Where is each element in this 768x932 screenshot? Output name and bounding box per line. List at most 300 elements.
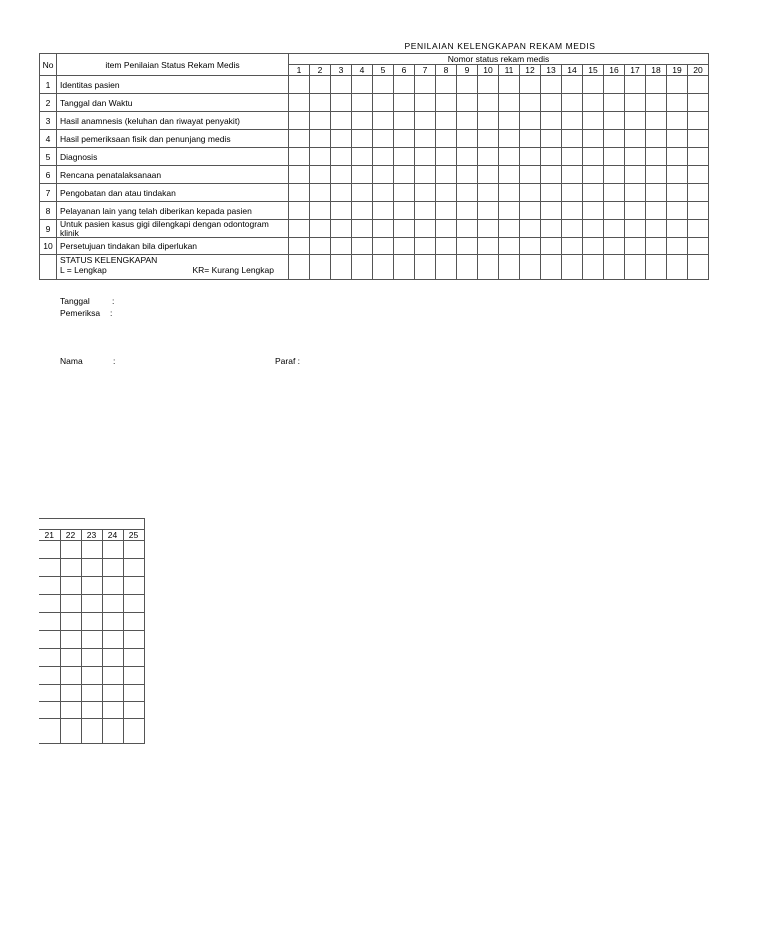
status-cell[interactable] [373,255,394,280]
score-cell[interactable] [499,184,520,202]
status-cell[interactable] [352,255,373,280]
column-number: 20 [688,65,709,76]
score-cell[interactable] [123,631,144,649]
score-cell[interactable] [39,595,60,613]
score-cell[interactable] [436,148,457,166]
column-number: 10 [478,65,499,76]
score-cell[interactable] [688,184,709,202]
score-cell[interactable] [60,719,81,744]
score-cell[interactable] [394,184,415,202]
score-cell[interactable] [373,202,394,220]
score-cell[interactable] [331,184,352,202]
score-cell[interactable] [583,166,604,184]
score-cell[interactable] [457,184,478,202]
score-cell[interactable] [667,202,688,220]
score-cell[interactable] [688,220,709,238]
score-cell[interactable] [436,130,457,148]
table-row [40,94,709,112]
score-cell[interactable] [123,719,144,744]
score-cell[interactable] [436,166,457,184]
score-cell[interactable] [102,667,123,685]
score-cell[interactable] [625,130,646,148]
table-row [39,649,144,667]
score-cell[interactable] [583,148,604,166]
score-cell[interactable] [583,238,604,255]
score-cell[interactable] [667,148,688,166]
score-cell[interactable] [352,112,373,130]
status-cell[interactable] [562,255,583,280]
score-cell[interactable] [39,577,60,595]
status-cell[interactable] [499,255,520,280]
score-cell[interactable] [310,130,331,148]
score-cell[interactable] [541,94,562,112]
score-cell[interactable] [499,76,520,94]
score-cell[interactable] [373,238,394,255]
status-cell[interactable] [478,255,499,280]
score-cell[interactable] [352,148,373,166]
score-cell[interactable] [373,112,394,130]
status-cell[interactable] [331,255,352,280]
score-cell[interactable] [394,238,415,255]
score-cell[interactable] [352,184,373,202]
score-cell[interactable] [541,202,562,220]
status-cell[interactable] [436,255,457,280]
score-cell[interactable] [667,166,688,184]
score-cell[interactable] [289,148,310,166]
score-cell[interactable] [499,220,520,238]
score-cell[interactable] [562,130,583,148]
score-cell[interactable] [625,148,646,166]
score-cell[interactable] [625,166,646,184]
score-cell[interactable] [646,94,667,112]
score-cell[interactable] [667,94,688,112]
score-cell[interactable] [415,184,436,202]
score-cell[interactable] [352,130,373,148]
score-cell[interactable] [102,719,123,744]
score-cell[interactable] [604,94,625,112]
score-cell[interactable] [688,202,709,220]
column-number: 22 [60,530,81,541]
score-cell[interactable] [478,76,499,94]
score-cell[interactable] [541,166,562,184]
score-cell[interactable] [352,238,373,255]
score-cell[interactable] [123,559,144,577]
score-cell[interactable] [289,166,310,184]
score-cell[interactable] [39,559,60,577]
table-row [40,238,709,255]
score-cell[interactable] [352,202,373,220]
score-cell[interactable] [289,130,310,148]
score-cell[interactable] [394,76,415,94]
table-row [40,112,709,130]
score-cell[interactable] [646,184,667,202]
score-cell[interactable] [310,202,331,220]
score-cell[interactable] [81,649,102,667]
score-cell[interactable] [331,238,352,255]
score-cell[interactable] [646,202,667,220]
score-cell[interactable] [81,719,102,744]
score-cell[interactable] [415,130,436,148]
score-cell[interactable] [436,76,457,94]
score-cell[interactable] [499,166,520,184]
score-cell[interactable] [394,112,415,130]
row-item: Pengobatan dan atau tindakan [57,184,289,202]
score-cell[interactable] [520,112,541,130]
score-cell[interactable] [310,112,331,130]
status-cell[interactable] [289,255,310,280]
status-cell[interactable] [583,255,604,280]
column-number: 9 [457,65,478,76]
score-cell[interactable] [123,577,144,595]
score-cell[interactable] [415,76,436,94]
score-cell[interactable] [541,148,562,166]
score-cell[interactable] [583,130,604,148]
score-cell[interactable] [688,76,709,94]
score-cell[interactable] [646,238,667,255]
score-cell[interactable] [331,202,352,220]
score-cell[interactable] [625,94,646,112]
row-number: 6 [40,166,57,184]
score-cell[interactable] [562,238,583,255]
score-cell[interactable] [478,184,499,202]
score-cell[interactable] [39,541,60,559]
score-cell[interactable] [499,148,520,166]
score-cell[interactable] [373,220,394,238]
score-cell[interactable] [60,649,81,667]
score-cell[interactable] [583,202,604,220]
score-cell[interactable] [123,541,144,559]
score-cell[interactable] [60,631,81,649]
score-cell[interactable] [436,112,457,130]
score-cell[interactable] [81,595,102,613]
score-cell[interactable] [373,184,394,202]
score-cell[interactable] [415,220,436,238]
score-cell[interactable] [562,202,583,220]
row-number: 8 [40,202,57,220]
score-cell[interactable] [583,220,604,238]
table-row [40,184,709,202]
score-cell[interactable] [457,148,478,166]
score-cell[interactable] [331,166,352,184]
score-cell[interactable] [415,238,436,255]
score-cell[interactable] [562,148,583,166]
score-cell[interactable] [102,595,123,613]
table-row [39,667,144,685]
score-cell[interactable] [331,220,352,238]
score-cell[interactable] [373,166,394,184]
score-cell[interactable] [373,130,394,148]
score-cell[interactable] [604,148,625,166]
score-cell[interactable] [60,595,81,613]
score-cell[interactable] [102,649,123,667]
score-cell[interactable] [667,184,688,202]
score-cell[interactable] [520,220,541,238]
score-cell[interactable] [457,238,478,255]
score-cell[interactable] [520,130,541,148]
score-cell[interactable] [60,613,81,631]
score-cell[interactable] [394,94,415,112]
score-cell[interactable] [60,577,81,595]
status-cell[interactable] [625,255,646,280]
score-cell[interactable] [289,184,310,202]
score-cell[interactable] [81,667,102,685]
score-cell[interactable] [81,559,102,577]
score-cell[interactable] [415,148,436,166]
score-cell[interactable] [352,220,373,238]
score-cell[interactable] [667,76,688,94]
score-cell[interactable] [520,166,541,184]
score-cell[interactable] [102,631,123,649]
score-cell[interactable] [457,130,478,148]
score-cell[interactable] [81,702,102,719]
row-item: Tanggal dan Waktu [57,94,289,112]
score-cell[interactable] [520,148,541,166]
score-cell[interactable] [625,220,646,238]
table-row [40,166,709,184]
score-cell[interactable] [667,130,688,148]
score-cell[interactable] [478,148,499,166]
score-cell[interactable] [123,649,144,667]
score-cell[interactable] [310,220,331,238]
score-cell[interactable] [60,702,81,719]
score-cell[interactable] [394,166,415,184]
score-cell[interactable] [604,202,625,220]
score-cell[interactable] [478,238,499,255]
score-cell[interactable] [331,130,352,148]
score-cell[interactable] [604,238,625,255]
score-cell[interactable] [457,76,478,94]
score-cell[interactable] [60,667,81,685]
score-cell[interactable] [373,94,394,112]
score-cell[interactable] [583,112,604,130]
status-cell[interactable] [520,255,541,280]
score-cell[interactable] [688,94,709,112]
status-cell[interactable] [541,255,562,280]
score-cell[interactable] [289,112,310,130]
score-cell[interactable] [310,238,331,255]
score-cell[interactable] [688,166,709,184]
score-cell[interactable] [688,238,709,255]
score-cell[interactable] [123,702,144,719]
score-cell[interactable] [436,94,457,112]
table-row [39,577,144,595]
score-cell[interactable] [604,166,625,184]
score-cell[interactable] [394,148,415,166]
score-cell[interactable] [604,184,625,202]
score-cell[interactable] [310,166,331,184]
score-cell[interactable] [646,112,667,130]
score-cell[interactable] [289,220,310,238]
score-cell[interactable] [310,94,331,112]
row-item: Identitas pasien [57,76,289,94]
score-cell[interactable] [352,94,373,112]
score-cell[interactable] [478,130,499,148]
score-cell[interactable] [667,238,688,255]
score-cell[interactable] [520,184,541,202]
score-cell[interactable] [39,702,60,719]
score-cell[interactable] [39,685,60,702]
score-cell[interactable] [123,685,144,702]
score-cell[interactable] [625,202,646,220]
status-cell[interactable] [688,255,709,280]
score-cell[interactable] [102,685,123,702]
score-cell[interactable] [562,94,583,112]
score-cell[interactable] [520,202,541,220]
score-cell[interactable] [102,541,123,559]
score-cell[interactable] [39,719,60,744]
score-cell[interactable] [373,148,394,166]
score-cell[interactable] [39,631,60,649]
score-cell[interactable] [123,595,144,613]
score-cell[interactable] [331,112,352,130]
score-cell[interactable] [81,613,102,631]
score-cell[interactable] [688,130,709,148]
score-cell[interactable] [604,76,625,94]
score-cell[interactable] [562,112,583,130]
score-cell[interactable] [499,238,520,255]
score-cell[interactable] [562,76,583,94]
column-number: 1 [289,65,310,76]
score-cell[interactable] [39,649,60,667]
score-cell[interactable] [499,202,520,220]
score-cell[interactable] [625,238,646,255]
score-cell[interactable] [436,202,457,220]
score-cell[interactable] [541,112,562,130]
status-cell[interactable] [310,255,331,280]
status-cell[interactable] [646,255,667,280]
score-cell[interactable] [541,130,562,148]
score-cell[interactable] [415,166,436,184]
score-cell[interactable] [289,76,310,94]
score-cell[interactable] [688,148,709,166]
score-cell[interactable] [415,202,436,220]
score-cell[interactable] [331,76,352,94]
score-cell[interactable] [520,76,541,94]
status-title: STATUS KELENGKAPAN [60,255,158,265]
score-cell[interactable] [541,238,562,255]
score-cell[interactable] [289,94,310,112]
score-cell[interactable] [102,577,123,595]
score-cell[interactable] [562,166,583,184]
score-cell[interactable] [625,112,646,130]
score-cell[interactable] [123,613,144,631]
header-no: No [40,54,57,76]
score-cell[interactable] [604,112,625,130]
score-cell[interactable] [604,130,625,148]
score-cell[interactable] [541,184,562,202]
score-cell[interactable] [373,76,394,94]
score-cell[interactable] [394,130,415,148]
score-cell[interactable] [310,76,331,94]
score-cell[interactable] [60,559,81,577]
score-cell[interactable] [646,148,667,166]
score-cell[interactable] [583,76,604,94]
score-cell[interactable] [331,94,352,112]
score-cell[interactable] [436,184,457,202]
score-cell[interactable] [541,76,562,94]
score-cell[interactable] [289,238,310,255]
score-cell[interactable] [478,94,499,112]
score-cell[interactable] [457,166,478,184]
score-cell[interactable] [102,559,123,577]
score-cell[interactable] [457,94,478,112]
score-cell[interactable] [102,613,123,631]
score-cell[interactable] [436,220,457,238]
score-cell[interactable] [499,112,520,130]
score-cell[interactable] [123,667,144,685]
row-item: Diagnosis [57,148,289,166]
score-cell[interactable] [583,184,604,202]
status-cell[interactable] [394,255,415,280]
score-cell[interactable] [331,148,352,166]
score-cell[interactable] [562,220,583,238]
column-number: 25 [123,530,144,541]
score-cell[interactable] [394,220,415,238]
status-cell[interactable] [604,255,625,280]
score-cell[interactable] [457,202,478,220]
score-cell[interactable] [310,184,331,202]
score-cell[interactable] [81,577,102,595]
score-cell[interactable] [81,685,102,702]
score-cell[interactable] [415,112,436,130]
score-cell[interactable] [457,112,478,130]
score-cell[interactable] [352,76,373,94]
score-cell[interactable] [625,184,646,202]
header-nomor: Nomor status rekam medis [289,54,709,65]
score-cell[interactable] [60,685,81,702]
score-cell[interactable] [478,202,499,220]
score-cell[interactable] [604,220,625,238]
status-cell[interactable] [457,255,478,280]
score-cell[interactable] [394,202,415,220]
score-cell[interactable] [583,94,604,112]
score-cell[interactable] [415,94,436,112]
score-cell[interactable] [646,166,667,184]
score-cell[interactable] [478,166,499,184]
score-cell[interactable] [667,112,688,130]
score-cell[interactable] [60,541,81,559]
score-cell[interactable] [39,667,60,685]
score-cell[interactable] [457,220,478,238]
tanggal-label: Tanggal [60,296,90,306]
score-cell[interactable] [81,541,102,559]
score-cell[interactable] [625,76,646,94]
table-row [39,685,144,702]
score-cell[interactable] [478,112,499,130]
score-cell[interactable] [352,166,373,184]
score-cell[interactable] [562,184,583,202]
score-cell[interactable] [39,613,60,631]
score-cell[interactable] [520,94,541,112]
score-cell[interactable] [478,220,499,238]
score-cell[interactable] [688,112,709,130]
score-cell[interactable] [81,631,102,649]
score-cell[interactable] [289,202,310,220]
score-cell[interactable] [436,238,457,255]
score-cell[interactable] [499,94,520,112]
score-cell[interactable] [646,220,667,238]
score-cell[interactable] [667,220,688,238]
status-cell[interactable] [667,255,688,280]
score-cell[interactable] [646,130,667,148]
score-cell[interactable] [499,130,520,148]
score-cell[interactable] [541,220,562,238]
score-cell[interactable] [520,238,541,255]
score-cell[interactable] [646,76,667,94]
score-cell[interactable] [102,702,123,719]
status-cell[interactable] [415,255,436,280]
score-cell[interactable] [310,148,331,166]
